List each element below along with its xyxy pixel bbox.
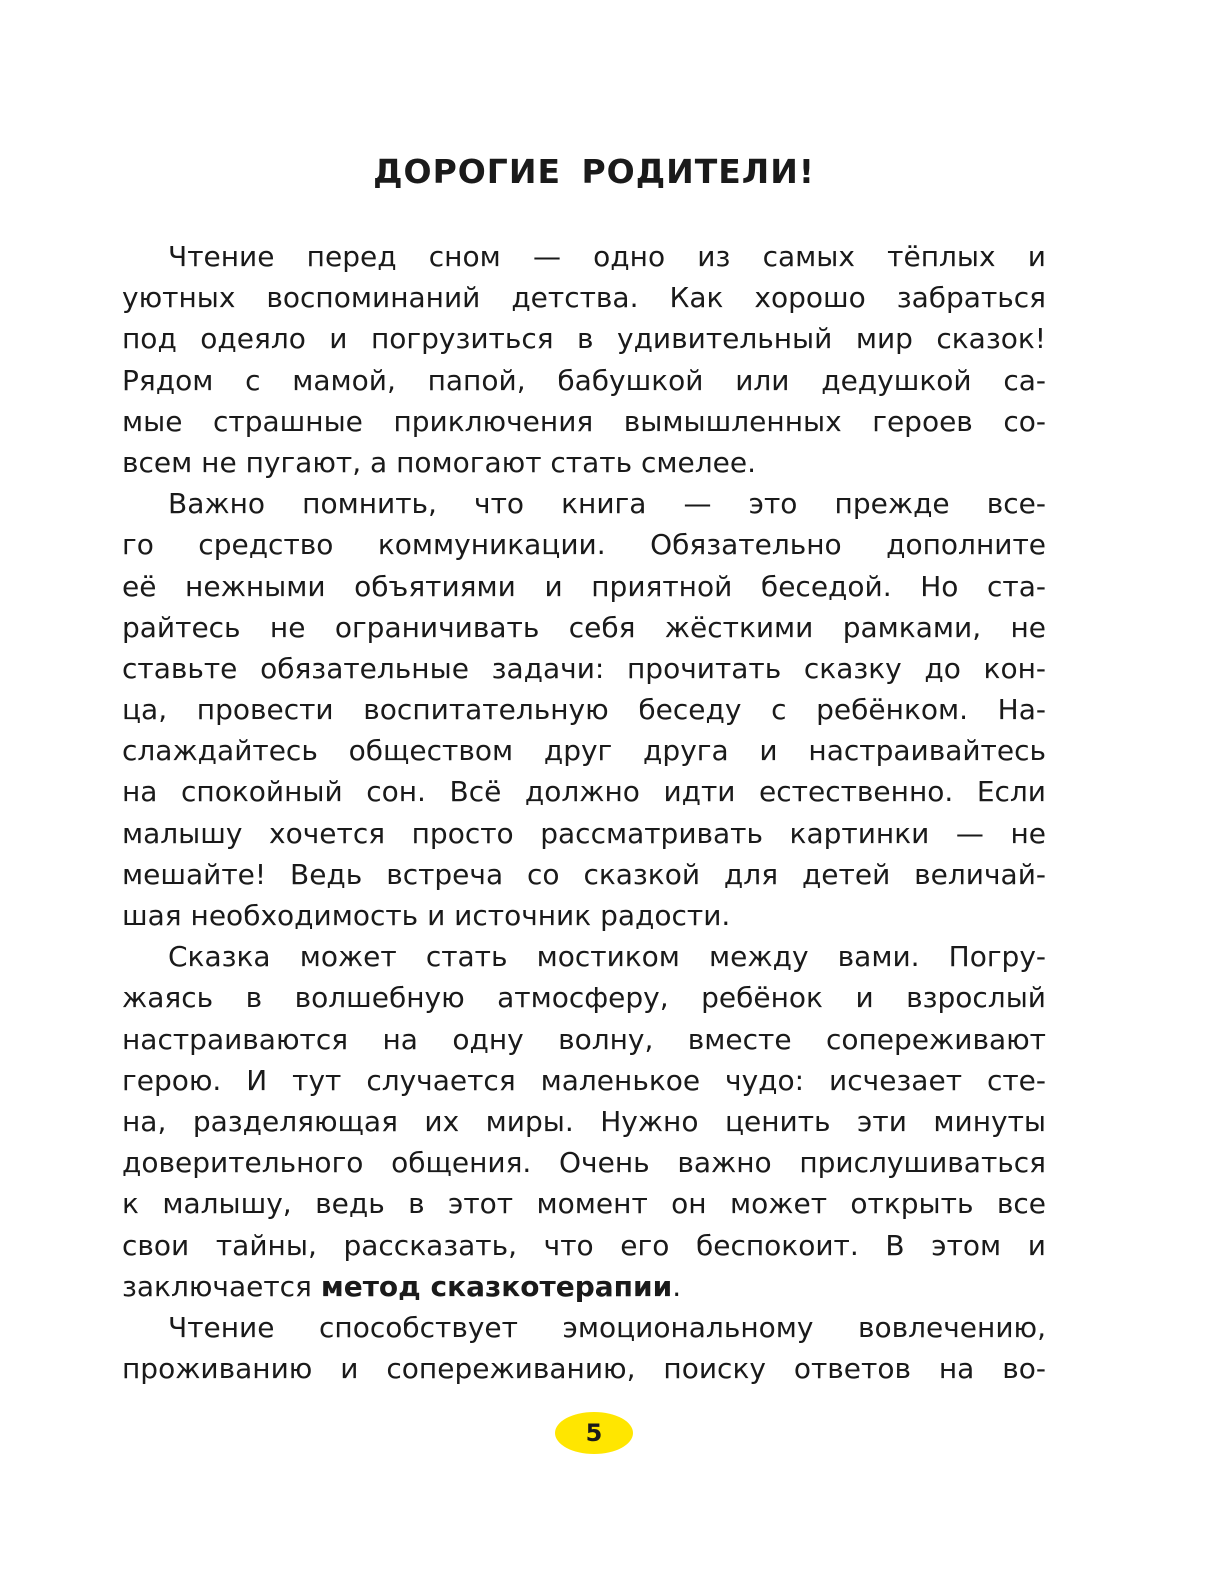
text-line: на, разделяющая их миры. Нужно ценить эти минуты	[122, 1104, 1046, 1138]
text-line: Важно помнить, что книга — это прежде все-	[168, 487, 1046, 521]
text-line: к малышу, ведь в этот момент он может открыть все	[122, 1187, 1046, 1221]
text-line: жаясь в волшебную атмосферу, ребёнок и взрослый	[122, 981, 1046, 1015]
text-line: Чтение перед сном — одно из самых тёплых и	[168, 240, 1046, 273]
text-line: свои тайны, рассказать, что его беспокоит. В этом и	[122, 1228, 1046, 1262]
text-line: под одеяло и погрузиться в удивительный мир сказок!	[122, 322, 1046, 356]
text-fragment: .	[672, 1269, 682, 1303]
text-line: шая необходимость и источник радости.	[122, 899, 731, 932]
text-line: на спокойный сон. Всё должно идти естественно. Если	[122, 775, 1046, 809]
text-line: всем не пугают, а помогают стать смелее.	[122, 445, 756, 479]
text-line: Чтение способствует эмоциональному вовлечению,	[168, 1310, 1046, 1344]
text-line: слаждайтесь обществом друг друга и настраивайтесь	[122, 734, 1046, 768]
page-number-badge	[555, 1412, 633, 1454]
text-line: ставьте обязательные задачи: прочитать сказку до кон-	[122, 651, 1046, 685]
text-line: проживанию и сопереживанию, поиску ответов на во-	[122, 1352, 1046, 1386]
text-line: го средство коммуникации. Обязательно дополните	[122, 528, 1046, 562]
page-number: 5	[585, 1419, 603, 1447]
text-line: малышу хочется просто рассматривать картинки — не	[122, 816, 1046, 850]
text-line: ца, провести воспитательную беседу с ребёнком. На-	[122, 693, 1046, 727]
text-line: настраиваются на одну волну, вместе сопереживают	[122, 1022, 1046, 1056]
body-text	[122, 236, 1046, 1389]
text-line: доверительного общения. Очень важно прислушиваться	[122, 1146, 1046, 1180]
text-fragment: заключается	[122, 1269, 321, 1303]
bold-term: метод сказкотерапии	[320, 1269, 673, 1303]
page-title: ДОРОГИЕ РОДИТЕЛИ!	[373, 152, 815, 191]
text-line: Рядом с мамой, папой, бабушкой или дедушкой са-	[122, 363, 1046, 397]
text-line: райтесь не ограничивать себя жёсткими рамками, не	[122, 610, 1046, 644]
text-line: герою. И тут случается маленькое чудо: исчезает сте-	[122, 1063, 1046, 1097]
text-line: её нежными объятиями и приятной беседой. Но ста-	[122, 569, 1046, 603]
text-line: мешайте! Ведь встреча со сказкой для детей величай-	[122, 857, 1046, 891]
text-line: мые страшные приключения вымышленных героев со-	[122, 404, 1046, 438]
text-line: уютных воспоминаний детства. Как хорошо забраться	[122, 281, 1046, 315]
text-line-with-bold	[122, 1266, 1046, 1307]
text-line: Сказка может стать мостиком между вами. Погру-	[168, 940, 1046, 974]
